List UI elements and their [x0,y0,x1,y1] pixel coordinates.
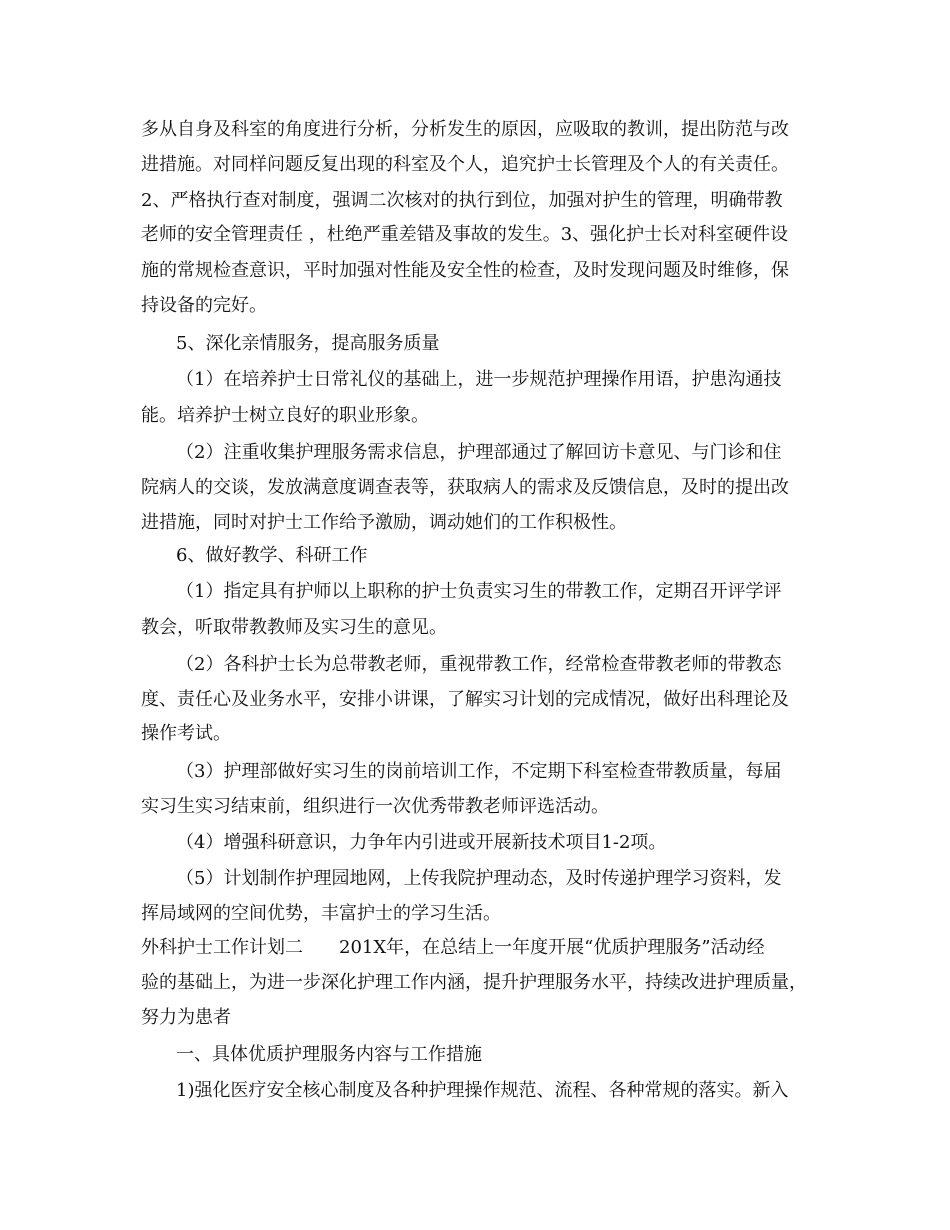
text-line: 操作考试。 [141,723,231,744]
text-line: 教会，听取带教教师及实习生的意见。 [141,617,447,638]
text-line: （4）增强科研意识，力争年内引进或开展新技术项目1-2项。 [176,832,667,853]
text-line: （2）各科护士长为总带教老师，重视带教工作，经常检查带教老师的带教态 [176,654,782,675]
text-line: （2）注重收集护理服务需求信息，护理部通过了解回访卡意见、与门诊和住 [176,442,782,463]
text-line: 老师的安全管理责任 ，杜绝严重差错及事故的发生。3、强化护士长对科室硬件设 [141,224,789,245]
text-line: 度、责任心及业务水平，安排小讲课，了解实习计划的完成情况，做好出科理论及 [141,689,789,710]
text-line: 1)强化医疗安全核心制度及各种护理操作规范、流程、各种常规的落实。新入 [176,1080,789,1101]
text-line: 挥局域网的空间优势，丰富护士的学习生活。 [141,903,501,924]
text-line: （1）在培养护士日常礼仪的基础上，进一步规范护理操作用语，护患沟通技 [176,369,782,390]
text-line: 多从自身及科室的角度进行分析，分析发生的原因，应吸取的教训，提出防范与改 [141,119,789,140]
section-heading: 一、具体优质护理服务内容与工作措施 [176,1044,482,1065]
section-heading: 6、做好教学、科研工作 [176,545,368,566]
plan-title: 外科护士工作计划二 [141,937,303,958]
text-line [141,936,765,960]
text-line: 进措施，同时对护士工作给予激励，调动她们的工作积极性。 [141,512,627,533]
text-line: 验的基础上，为进一步深化护理工作内涵，提升护理服务水平，持续改进护理质量， [141,972,807,993]
text-line: （3）护理部做好实习生的岗前培训工作，不定期下科室检查带教质量，每届 [176,761,782,782]
plan-intro: 201X年，在总结上一年度开展“优质护理服务”活动经 [339,937,765,958]
text-line: （1）指定具有护师以上职称的护士负责实习生的带教工作，定期召开评学评 [176,581,782,602]
text-line: 进措施。对同样问题反复出现的科室及个人，追究护士长管理及个人的有关责任。 [141,154,789,175]
text-line: （5）计划制作护理园地网，上传我院护理动态，及时传递护理学习资料，发 [176,868,782,889]
section-heading: 5、深化亲情服务，提高服务质量 [176,333,440,354]
text-line: 努力为患者 [141,1007,231,1028]
text-line: 施的常规检查意识，平时加强对性能及安全性的检查，及时发现问题及时维修，保 [141,260,789,281]
text-line: 持设备的完好。 [141,295,267,316]
text-line: 2、严格执行查对制度，强调二次核对的执行到位，加强对护生的管理，明确带教 [141,190,783,211]
text-line: 院病人的交谈，发放满意度调查表等，获取病人的需求及反馈信息，及时的提出改 [141,477,789,498]
text-line: 实习生实习结束前，组织进行一次优秀带教老师评选活动。 [141,796,609,817]
text-line: 能。培养护士树立良好的职业形象。 [141,405,429,426]
